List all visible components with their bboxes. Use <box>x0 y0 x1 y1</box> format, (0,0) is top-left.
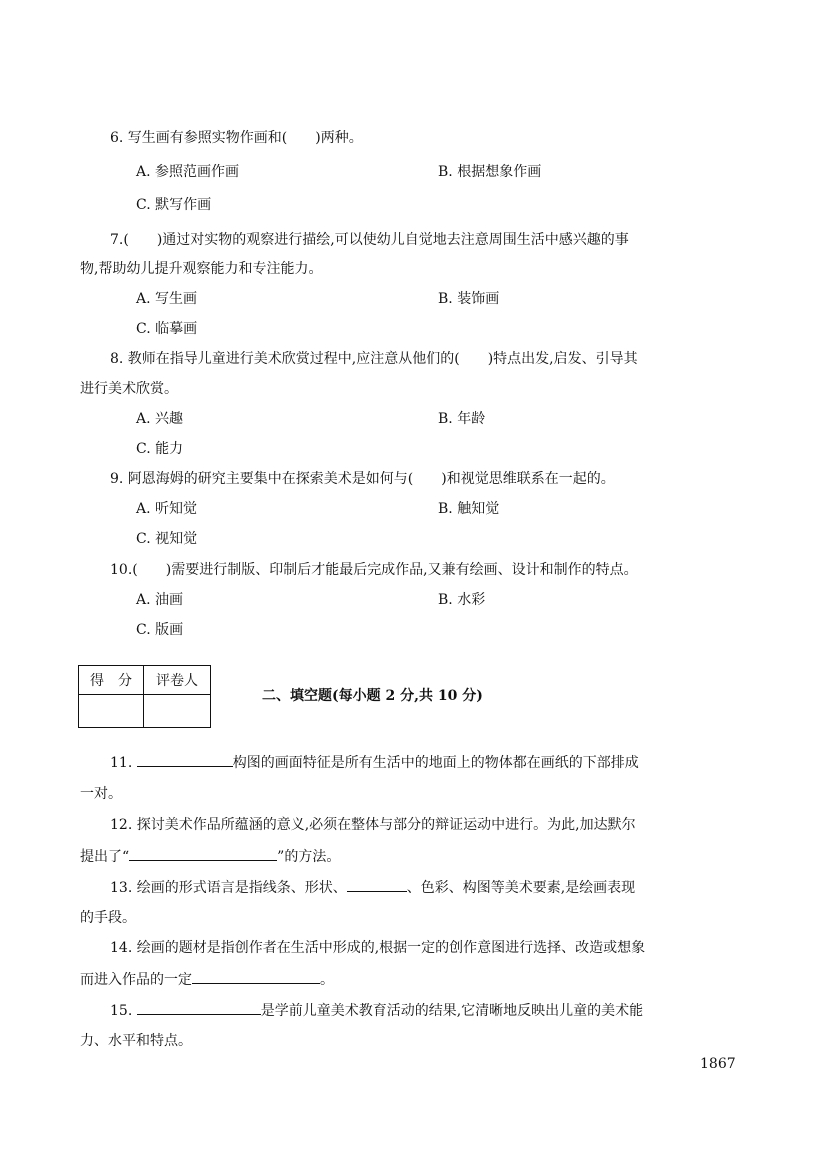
q15-prefix: 15. <box>110 1003 133 1019</box>
q14-line2-suffix: 。 <box>320 972 334 988</box>
section-title: 二、填空题(每小题 2 分,共 10 分) <box>262 688 483 704</box>
q12-line2-prefix: 提出了“ <box>80 849 130 865</box>
q13-prefix: 13. 绘画的形式语言是指线条、形状、 <box>110 880 347 896</box>
q11-line1 <box>110 752 639 773</box>
q8-option-a: A. 兴趣 <box>136 411 184 427</box>
q15-blank[interactable] <box>137 1000 261 1015</box>
q7-stem-line1: 7.( )通过对实物的观察进行描绘,可以使幼儿自觉地去注意周围生活中感兴趣的事 <box>110 232 629 248</box>
q10-option-c: C. 版画 <box>136 622 184 638</box>
q12-line2-suffix: ”的方法。 <box>277 849 341 865</box>
q9-stem: 9. 阿恩海姆的研究主要集中在探索美术是如何与( )和视觉思维联系在一起的。 <box>110 471 615 487</box>
q7-stem-line2: 物,帮助幼儿提升观察能力和专注能力。 <box>80 261 323 277</box>
q6-option-c: C. 默写作画 <box>136 197 212 213</box>
q14-line2-prefix: 而进入作品的一定 <box>80 972 192 988</box>
q11-blank[interactable] <box>137 752 233 767</box>
q13-suffix: 、色彩、构图等美术要素,是绘画表现 <box>406 880 636 896</box>
q8-option-c: C. 能力 <box>136 441 184 457</box>
q9-option-b: B. 触知觉 <box>438 501 500 517</box>
q14-line1: 14. 绘画的题材是指创作者在生活中形成的,根据一定的创作意图进行选择、改造或想象 <box>110 940 646 956</box>
q8-option-b: B. 年龄 <box>438 411 486 427</box>
q13-line2: 的手段。 <box>80 910 136 926</box>
q9-option-c: C. 视知觉 <box>136 531 198 547</box>
q6-option-b: B. 根据想象作画 <box>438 164 542 180</box>
q7-option-b: B. 装饰画 <box>438 291 500 307</box>
q15-line2: 力、水平和特点。 <box>80 1033 192 1049</box>
q11-prefix: 11. <box>110 755 133 771</box>
q12-line1: 12. 探讨美术作品所蕴涵的意义,必须在整体与部分的辩证运动中进行。为此,加达默尔 <box>110 817 636 833</box>
grader-header: 评卷人 <box>144 666 211 695</box>
q15-suffix: 是学前儿童美术教育活动的结果,它清晰地反映出儿童的美术能 <box>260 1003 644 1019</box>
q9-option-a: A. 听知觉 <box>136 501 198 517</box>
q10-option-a: A. 油画 <box>136 592 184 608</box>
q6-stem: 6. 写生画有参照实物作画和( )两种。 <box>110 130 363 146</box>
q13-blank[interactable] <box>347 877 407 892</box>
q7-option-c: C. 临摹画 <box>136 321 198 337</box>
q14-blank[interactable] <box>192 969 320 984</box>
q6-option-a: A. 参照范画作画 <box>136 164 240 180</box>
q12-line2 <box>80 846 340 867</box>
q8-stem-line2: 进行美术欣赏。 <box>80 381 178 397</box>
q15-line1 <box>110 1000 643 1021</box>
grader-cell[interactable] <box>144 695 211 728</box>
q11-line2: 一对。 <box>80 786 122 802</box>
q13-line1 <box>110 877 635 898</box>
q8-stem-line1: 8. 教师在指导儿童进行美术欣赏过程中,应注意从他们的( )特点出发,启发、引导其 <box>110 351 638 367</box>
q11-suffix: 构图的画面特征是所有生活中的地面上的物体都在画纸的下部排成 <box>232 755 639 771</box>
score-header: 得 分 <box>79 666 144 695</box>
q10-option-b: B. 水彩 <box>438 592 486 608</box>
q10-stem: 10.( )需要进行制版、印制后才能最后完成作品,又兼有绘画、设计和制作的特点。 <box>110 562 638 578</box>
q14-line2 <box>80 969 334 990</box>
q7-option-a: A. 写生画 <box>136 291 198 307</box>
q12-blank[interactable] <box>129 846 277 861</box>
score-table <box>78 665 211 728</box>
score-cell[interactable] <box>79 695 144 728</box>
page-number: 1867 <box>700 1056 736 1072</box>
